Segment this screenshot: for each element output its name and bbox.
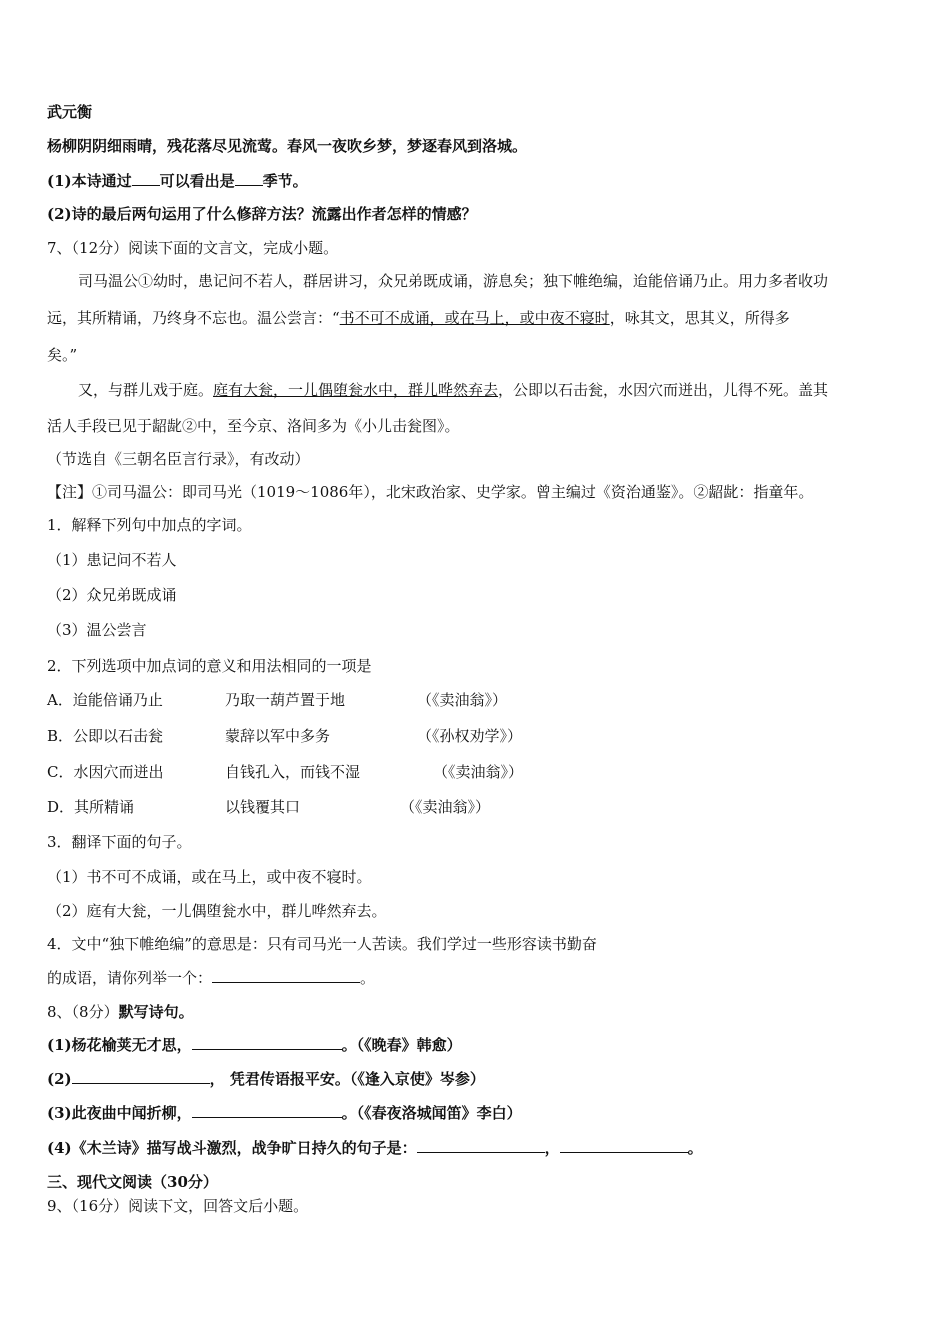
q7-s3-title: 3．翻译下面的句子。 <box>47 833 192 851</box>
p1-line2-end: ，咏其文，思其义，所得多 <box>609 309 790 327</box>
q7-note: 【注】①司马温公：即司马光（1019～1086年），北宋政治家、史学家。曾主编过《资治通鉴》。②龆龀：指童年。 <box>47 483 814 501</box>
option-c-source: （《卖油翁》） <box>433 763 524 781</box>
p2-underlined-sentence: 庭有大瓮，一儿偶堕瓮水中，群儿哗然弃去 <box>213 381 499 399</box>
q7-passage-p2-line1 <box>78 380 828 400</box>
option-a-source: （《卖油翁》） <box>417 691 508 709</box>
q7-s2-option-a <box>47 690 607 710</box>
q7-s2-option-d <box>47 797 607 817</box>
q7-s4-line1: 4．文中“独下帷绝编”的意思是：只有司马光一人苦读。我们学过一些形容读书勤奋 <box>47 935 597 953</box>
q8-line-3 <box>47 1103 522 1123</box>
option-a-compare: 乃取一葫芦置于地 <box>225 691 346 709</box>
q8-line-1 <box>47 1035 462 1055</box>
q8-l1-source: 。（《晚春》韩愈） <box>341 1036 462 1054</box>
q7-s1-item-2: （2）众兄弟既成诵 <box>47 586 177 604</box>
q7-s3-item-1: （1）书不可不成诵，或在马上，或中夜不寝时。 <box>47 868 372 886</box>
q7-s1-item-3: （3）温公尝言 <box>47 621 147 639</box>
q8-l4-blank-2[interactable] <box>560 1138 688 1153</box>
q7-passage-p1-line2 <box>47 308 790 328</box>
q8-l2-blank[interactable] <box>72 1069 210 1084</box>
section-3-heading: 三、现代文阅读（30分） <box>47 1173 218 1191</box>
q8-header-title: 默写诗句。 <box>118 1003 194 1021</box>
q7-s2-option-b <box>47 726 607 746</box>
q8-l4-text: (4)《木兰诗》描写战斗激烈，战争旷日持久的句子是： <box>47 1139 417 1157</box>
s4-line2-end: 。 <box>360 969 376 987</box>
option-c-text: C．水因穴而迸出 <box>47 763 164 781</box>
q8-l2-number: (2) <box>47 1070 72 1088</box>
q8-l3-blank[interactable] <box>192 1103 342 1118</box>
p2-line1-start: 又，与群儿戏于庭。 <box>78 381 214 399</box>
option-a-text: A．迨能倍诵乃止 <box>47 691 163 709</box>
option-b-text: B．公即以石击瓮 <box>47 727 164 745</box>
q8-l3-text: (3)此夜曲中闻折柳， <box>47 1104 192 1122</box>
p1-line2-start: 远，其所精诵，乃终身不忘也。温公尝言：“ <box>47 309 340 327</box>
q1-blank-2[interactable] <box>235 171 263 186</box>
s4-answer-blank[interactable] <box>212 968 360 983</box>
q7-header: 7、（12分）阅读下面的文言文，完成小题。 <box>47 239 339 257</box>
q1-blank-1[interactable] <box>132 171 160 186</box>
q8-l4-end: 。 <box>687 1139 703 1157</box>
q8-header-score: 8、（8分） <box>47 1003 119 1021</box>
option-c-compare: 自钱孔入，而钱不湿 <box>225 763 361 781</box>
q8-l3-source: 。（《春夜洛城闻笛》李白） <box>341 1104 522 1122</box>
q7-s1-title: 1．解释下列句中加点的字词。 <box>47 516 252 534</box>
q8-l4-comma: ， <box>544 1139 560 1157</box>
q1-suffix: 季节。 <box>262 172 308 190</box>
option-d-text: D．其所精诵 <box>47 798 135 816</box>
q8-line-4 <box>47 1138 703 1158</box>
option-d-compare: 以钱覆其口 <box>225 798 301 816</box>
poem-question-1 <box>47 171 308 191</box>
q9-header: 9、（16分）阅读下文，回答文后小题。 <box>47 1197 309 1215</box>
q1-prefix: (1)本诗通过 <box>47 172 132 190</box>
option-b-source: （《孙权劝学》） <box>417 727 523 745</box>
q1-mid: 可以看出是 <box>159 172 235 190</box>
poem-question-2: (2)诗的最后两句运用了什么修辞方法？流露出作者怎样的情感？ <box>47 205 477 223</box>
q8-l2-text: ， 凭君传语报平安。（《逢入京使》岑参） <box>209 1070 485 1088</box>
p2-line1-end: ，公即以石击瓮，水因穴而迸出，儿得不死。盖其 <box>498 381 829 399</box>
q7-s2-option-c <box>47 762 607 782</box>
q7-s3-item-2: （2）庭有大瓮，一儿偶堕瓮水中，群儿哗然弃去。 <box>47 902 387 920</box>
s4-line2-text: 的成语，请你列举一个： <box>47 969 213 987</box>
q7-s2-title: 2．下列选项中加点词的意义和用法相同的一项是 <box>47 657 372 675</box>
option-b-compare: 蒙辞以军中多务 <box>225 727 331 745</box>
poem-author: 武元衡 <box>47 103 93 121</box>
q7-passage-p1-line1: 司马温公①幼时，患记问不若人，群居讲习，众兄弟既成诵，游息矣；独下帷绝编，迨能倍诵乃止。用力多者收功 <box>78 272 829 290</box>
q7-s4-line2 <box>47 968 375 988</box>
q7-passage-p2-line2: 活人手段已见于龆龀②中，至今京、洛间多为《小儿击瓮图》。 <box>47 417 460 435</box>
q7-passage-p1-line3: 矣。” <box>47 346 78 364</box>
option-d-source: （《卖油翁》） <box>400 798 491 816</box>
p1-underlined-sentence: 书不可不成诵，或在马上，或中夜不寝时 <box>339 309 610 327</box>
poem-text: 杨柳阴阴细雨晴，残花落尽见流莺。春风一夜吹乡梦，梦逐春风到洛城。 <box>47 137 528 155</box>
q7-source: （节选自《三朝名臣言行录》，有改动） <box>47 450 310 468</box>
q8-line-2 <box>47 1069 485 1089</box>
q8-l1-blank[interactable] <box>192 1035 342 1050</box>
q7-s1-item-1: （1）患记问不若人 <box>47 551 177 569</box>
q8-header <box>47 1002 194 1022</box>
q8-l1-text: (1)杨花榆荚无才思， <box>47 1036 192 1054</box>
q8-l4-blank-1[interactable] <box>417 1138 545 1153</box>
